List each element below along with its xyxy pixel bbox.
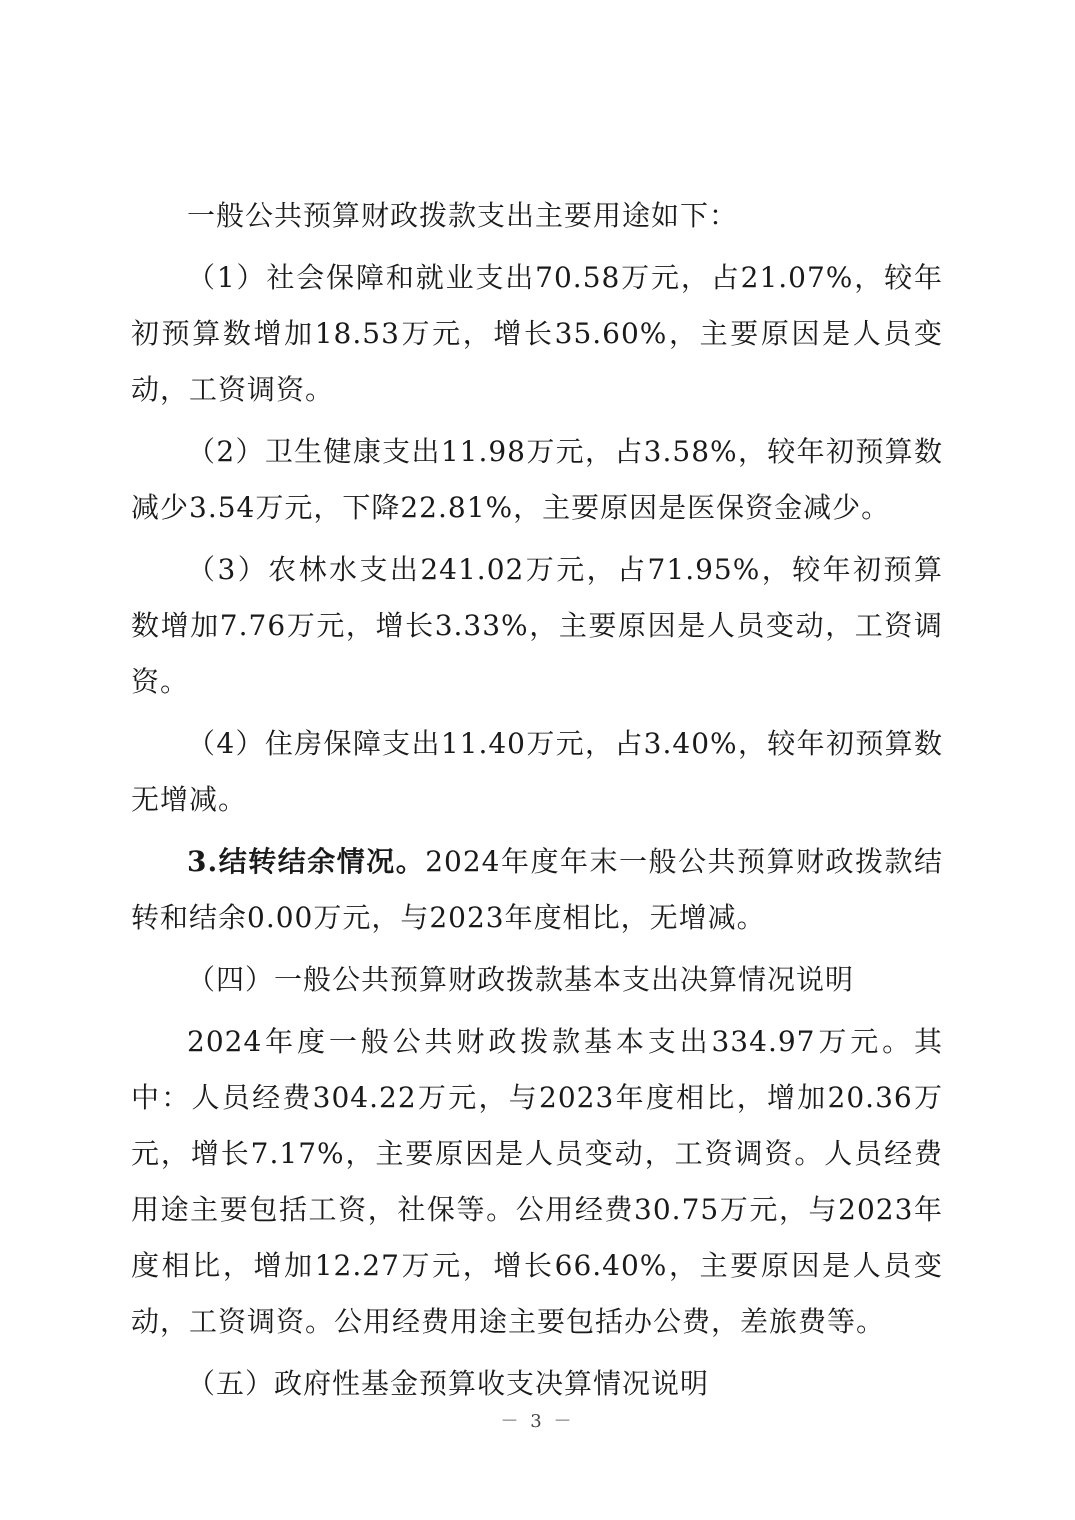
- list-item: （2）卫生健康支出11.98万元，占3.58%，较年初预算数减少3.54万元，下降22.81%，主要原因是医保资金减少。: [131, 435, 943, 524]
- carryover-label: 3.结转结余情况。: [187, 845, 426, 878]
- list-item: （3）农林水支出241.02万元，占71.95%，较年初预算数增加7.76万元，增长3.33%，主要原因是人员变动，工资调资。: [131, 553, 943, 698]
- carryover-text: 2024年度年末一般公共预算财政拨款结转和结余0.00万元，与2023年度相比，无增减。: [131, 845, 943, 934]
- section-heading: （五）政府性基金预算收支决算情况说明: [187, 1367, 710, 1400]
- page-number: － 3 －: [500, 1411, 575, 1432]
- list-item: （1）社会保障和就业支出70.58万元，占21.07%，较年初预算数增加18.53万元，增长35.60%，主要原因是人员变动，工资调资。: [131, 261, 943, 406]
- section-heading: （四）一般公共预算财政拨款基本支出决算情况说明: [187, 963, 855, 996]
- document-body: [131, 188, 943, 1418]
- section-paragraph: 2024年度一般公共财政拨款基本支出334.97万元。其中：人员经费304.22万元，与2023年度相比，增加20.36万元，增长7.17%，主要原因是人员变动，工资调资。人员经费用途主要包括工资，社保等。公用经费30.75万元，与2023年度相比，增加12.27万元，增长66.40%，主要原因是人员变动，工资调资。公用经费用途主要包括办公费，差旅费等。: [131, 1025, 943, 1338]
- list-item: （4）住房保障支出11.40万元，占3.40%，较年初预算数无增减。: [131, 727, 943, 816]
- carryover-paragraph: [131, 834, 943, 946]
- intro-paragraph: 一般公共预算财政拨款支出主要用途如下：: [187, 199, 739, 232]
